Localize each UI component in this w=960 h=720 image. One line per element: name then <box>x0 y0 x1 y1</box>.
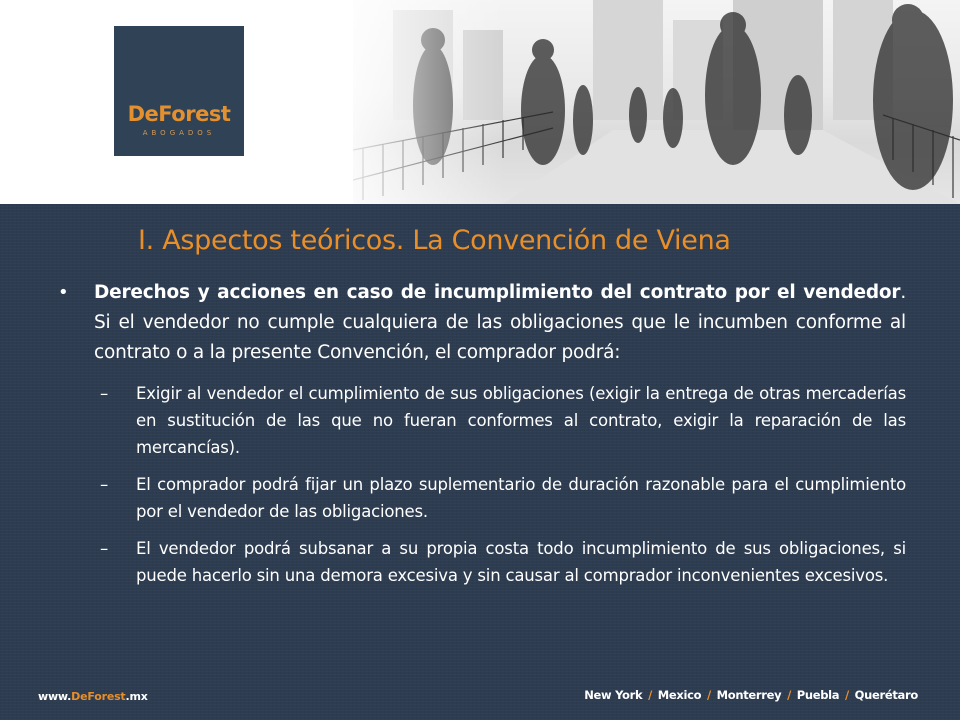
sub-bullet-text: El comprador podrá fijar un plazo suplementario de duración razonable para el cumplimiento por el vendedor de las obligaciones. <box>136 475 906 521</box>
sub-bullet-list <box>56 380 906 589</box>
main-bullet <box>56 278 906 368</box>
dash-icon: – <box>100 539 109 558</box>
city-separator: / <box>648 688 652 702</box>
slide-title: I. Aspectos teóricos. La Convención de Viena <box>138 225 731 256</box>
city-label: New York <box>584 688 643 702</box>
city-separator: / <box>787 688 791 702</box>
city-label: Monterrey <box>716 688 782 702</box>
footer-cities <box>584 688 918 702</box>
url-brand: DeForest <box>71 690 126 703</box>
logo-name: DeForest <box>127 102 231 126</box>
footer-website-link[interactable] <box>38 690 148 703</box>
dash-icon: – <box>100 384 109 403</box>
url-suffix: .mx <box>125 690 148 703</box>
slide-content <box>56 278 906 599</box>
city-separator: / <box>706 688 711 702</box>
city-label: Querétaro <box>854 688 918 702</box>
deforest-logo <box>114 26 244 156</box>
sub-bullet <box>56 535 906 589</box>
pedestrians-bridge-image <box>353 0 960 204</box>
city-separator: / <box>845 688 849 702</box>
city-label: Puebla <box>796 688 840 702</box>
sub-bullet <box>56 471 906 525</box>
header-photo <box>353 0 960 204</box>
bullet-icon: • <box>58 282 69 303</box>
dash-icon: – <box>100 475 109 494</box>
logo-subtitle: ABOGADOS <box>142 129 216 137</box>
sub-bullet-text: Exigir al vendedor el cumplimiento de sus obligaciones (exigir la entrega de otras mercaderías en sustitución de las que no fueran conformes al contrato, exigir la reparación de las mercancías). <box>136 384 906 457</box>
main-bullet-text: . Si el vendedor no cumple cualquiera de las obligaciones que le incumben conforme al contrato o a la presente Convención, el comprador podrá: <box>94 282 906 363</box>
sub-bullet <box>56 380 906 461</box>
city-label: Mexico <box>657 688 702 702</box>
main-bullet-bold: Derechos y acciones en caso de incumplimiento del contrato por el vendedor <box>94 282 901 303</box>
url-prefix: www. <box>38 690 72 703</box>
sub-bullet-text: El vendedor podrá subsanar a su propia costa todo incumplimiento de sus obligaciones, si puede hacerlo sin una demora excesiva y sin causar al comprador inconvenientes excesivos. <box>136 539 906 585</box>
